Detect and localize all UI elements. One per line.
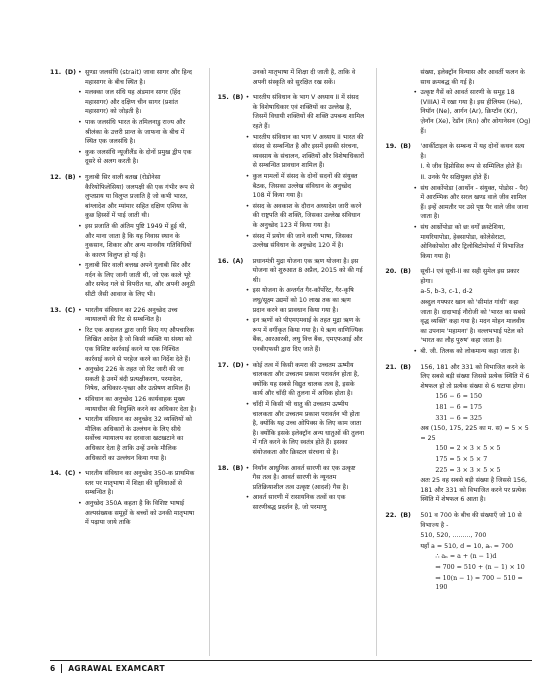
bullet-text: चाँदी में किसी भी धातु की उच्चतम ऊष्मीय चालकता और उच्चतम प्रकाश परावर्तन भी होता है, क्योंकि यह उच्च ओपिक्स के लिए काम जाता है। क्योंकि इसके इलेक्ट्रॉन अन्य धातुओं की तुलना में गति करने के लिए स्वतंत्र होते हैं। इसका संयोजकता और क्रिस्टल संरचना से है। (252, 401, 365, 456)
bullet-point (413, 88, 532, 136)
bullet-point (246, 232, 365, 251)
bullet-point (413, 184, 532, 222)
bullet-point (78, 222, 197, 260)
bullet-point (246, 464, 365, 493)
question-item (385, 68, 532, 137)
question-number (385, 68, 400, 137)
explanation-text: उनको मातृभाषा में शिक्षा दी जाती है, ताकि वे अपनी संस्कृति को सुरक्षित रख सकें। (252, 69, 356, 86)
question-number: 22. (385, 511, 397, 519)
question-item (385, 363, 532, 506)
question-number: 21. (385, 363, 397, 371)
bullet-icon: • (413, 184, 418, 192)
explanation-text: 510, 520, ........., 700 (420, 532, 487, 540)
bullet-icon: • (413, 223, 418, 231)
answer-key (233, 68, 246, 88)
question-explanation (413, 142, 532, 262)
bullet-text: भारतीय संविधान का अनुच्छेद 350-क प्राथमिक स्तर पर मातृभाषा में शिक्षा की सुविधाओं से सम्बन्धित है। (85, 470, 195, 497)
question-explanation (413, 68, 532, 137)
bullet-icon: • (78, 89, 82, 97)
bullet-text: संविधान का अनुच्छेद 126 कार्यवाहक मुख्य न्यायाधीश की नियुक्ति करने का अधिकार देता है। (85, 396, 197, 413)
bullet-icon: • (78, 222, 82, 230)
bullet-text: भारतीय संविधान का 226 अनुच्छेद उच्च न्यायालयों की रिट से सम्बन्धित है। (85, 306, 178, 324)
math-line: 175 = 5 × 5 × 7 (435, 455, 488, 463)
bullet-icon: • (245, 317, 250, 325)
bullet-icon: • (78, 69, 82, 76)
bullet-icon: • (245, 172, 250, 180)
answer-key: (B) (400, 143, 411, 151)
question-explanation (78, 469, 197, 529)
question-number: 15. (217, 94, 229, 102)
bullet-text: अनुच्छेद 226 के तहत जो रिट जारी की जा सकती है उनमें बंदी प्रत्यक्षीकरण, परमादेश, निषेध, अधिकार-पृच्छा और उत्प्रेषण शामिल हैं। (85, 366, 191, 393)
bullet-point (246, 133, 365, 171)
question-explanation (413, 363, 532, 506)
question-item (50, 306, 197, 465)
answer-key: (D) (232, 361, 244, 369)
bullet-text: बी. जी. तिलक को लोकमान्य कहा जाता है। (420, 348, 520, 356)
bullet-text: भारतीय संविधान का अनुच्छेद 32 व्यक्तियों को मौलिक अधिकारों के उल्लंघन के लिए सीधे सर्वोच्च न्यायालय का दरवाजा खटखटाने का अधिकार देता है ताकि उन्हें उनके मौलिक अधिकारों का उल्लंघन किया गया है। (85, 416, 192, 462)
bullet-text: संसद के अवकाश के दौरान अध्यादेश जारी करने की राष्ट्रपति की शक्ति, जिसका उल्लेख संविधान के अनुच्छेद 123 में किया गया है। (252, 202, 362, 229)
explanation-text: सूची-I एवं सूची-II का सही सुमेल इस प्रकार होगा। (420, 268, 520, 285)
explanation-text: अब्दुल गफ्फार खान को 'सीमांत गांधी' कहा जाता है। दादाभाई नौरोजी को 'भारत का सबसे वृद्ध व्यक्ति' कहा गया है। मदन मोहन मालवीय का उपनाम 'महामना' है। वल्लभभाई पटेल को 'भारत का लौह पुरुष' कहा जाता है। (420, 299, 526, 345)
bullet-text: कुल मामलों में संसद के दोनों सदनों की संयुक्त बैठक, जिसका उल्लेख संविधान के अनुच्छेद 108 में किया गया है। (252, 172, 358, 200)
explanation-text: अतः 25 वह सबसे बड़ी संख्या है जिससे 156, 181 और 331 को विभाजित करने पर प्रत्येक स्थिति में शेषफल 6 आता है। (420, 477, 527, 504)
bullet-icon: • (78, 306, 82, 314)
question-explanation (413, 267, 532, 357)
explanation-text: अब (150, 175, 225 का म. स) = 5 × 5 = 25 (420, 425, 529, 442)
bullet-point (78, 306, 197, 325)
bullet-point (78, 415, 197, 463)
answer-key: (B) (400, 268, 411, 276)
bullet-point (413, 223, 532, 261)
bullet-point (246, 202, 365, 231)
question-explanation (413, 511, 532, 594)
bullet-point (246, 316, 365, 354)
question-item (50, 68, 197, 168)
bullet-icon: • (78, 366, 82, 374)
bullet-icon: • (78, 118, 82, 126)
question-number (218, 68, 233, 88)
bullet-icon: • (245, 287, 250, 295)
bullet-text: आवर्त सारणी में रासायनिक तत्वों का एक सारणीबद्ध प्रदर्शन है, जो परमाणु (252, 494, 346, 511)
explanation-text: प्रधानमंत्री मुद्रा योजना एक ऋण योजना है। इस योजना को शुरुआत 8 अप्रैल, 2015 को की गई थी। (252, 257, 363, 284)
explanation-text: 156, 181 और 331 को विभाजित करने के लिए सबसे बड़ी संख्या जिससे प्रत्येक स्थिति में 6 शेषफल हो तो प्रत्येक संख्या से 6 घटाया होगा। (420, 363, 530, 390)
bullet-icon: • (78, 262, 82, 270)
bullet-icon: • (245, 202, 250, 210)
answer-key (400, 68, 413, 137)
bullet-icon: • (78, 499, 82, 507)
bullet-icon: • (245, 401, 250, 408)
bullet-icon: • (413, 89, 418, 97)
math-line: 225 = 3 × 3 × 5 × 5 (435, 466, 501, 474)
question-number: 14. (50, 470, 62, 478)
explanation-text: 'आर्कीटाइल के सम्बन्ध में यह दोनों कथन सत्य है। (420, 143, 525, 160)
bullet-text: उत्कृष्ट गैसें को आवर्त सारणी के समूह 18 (VIIIA) में रखा गया है। इस हीलियम (He), नियॉन (Ne), आर्गन (Ar), क्रिप्टॉन (Kr), ज़ेनॉन (Xe), रेडॉन (Rn) और ओगानेसन (Og) हैं। (420, 89, 531, 135)
bullet-icon: • (78, 173, 82, 181)
bullet-text: भारतीय संविधान का भाग V अध्याय II भारत की संसद से सम्बन्धित है और इसमें इसकी संरचना, व्यवसाय के संचालन, शक्तियों और विशेषाधिकारों से सम्बन्धित प्रावधान शामिल हैं। (252, 133, 365, 170)
bullet-icon: • (78, 396, 82, 403)
answer-key: (B) (400, 363, 411, 371)
question-item (50, 173, 197, 301)
math-line: ∴ aₙ = a + (n − 1)d (435, 553, 497, 561)
question-item (218, 93, 365, 252)
explanation-text: a-5, b-3, c-1, d-2 (420, 288, 473, 296)
bullet-icon: • (78, 148, 82, 156)
bullet-point (413, 347, 532, 357)
answer-key: (B) (232, 464, 244, 472)
page-footer (50, 660, 532, 675)
question-item (218, 464, 365, 514)
bullet-text: संसद में प्रयोग की जाने वाली भाषा, जिसका उल्लेख संविधान के अनुच्छेद 120 में है। (252, 232, 353, 250)
bullet-point (246, 361, 365, 399)
bullet-icon: • (78, 326, 82, 334)
bullet-text: सुण्डा जलसंधि (strait) जावा सागर और हिन्द महासागर के बीच स्थित है। (85, 69, 193, 86)
question-number: 12. (50, 173, 62, 181)
question-number: 19. (385, 143, 397, 151)
question-item (218, 361, 365, 459)
explanation-text: संख्या, इलेक्ट्रॉन विन्यास और आवर्ती फलन के साथ क्रमबद्ध की गई है। (420, 69, 525, 86)
bullet-text: इन ऋणों को पीएमएमवाई के तहत मुद्रा ऋण के रूप में वर्गीकृत किया गया है। ये ऋण वाणिज्यिक बैंक, आरआरबी, लघु वित्त बैंक, एमएफआई और एनबीएफसी द्वारा दिए जाते हैं। (252, 317, 363, 354)
bullet-text: इस प्रजाति की अंतिम पुष्टि 1949 में हुई थी, और माना जाता है कि यह निवास स्थान के नुकसान, शिकार और अन्य मानवीय गतिविधियों के कारण विलुप्त हो गई है। (85, 222, 192, 259)
bullet-point (78, 326, 197, 364)
question-item (50, 469, 197, 529)
answer-key: (B) (65, 173, 76, 181)
question-number: 18. (217, 464, 229, 472)
bullet-icon: • (245, 94, 250, 102)
question-item (218, 68, 365, 88)
bullet-point (78, 499, 197, 528)
bullet-point (246, 400, 365, 458)
bullet-icon: • (413, 348, 418, 356)
answer-key: (B) (400, 511, 411, 519)
math-line: ⇒ 700 = 510 + (n − 1) × 10 (435, 563, 525, 571)
bullet-point (78, 173, 197, 221)
bullet-text: गुलाबी सिर वाली बतख (रोडोनेसा कैरियोफिलेसिया) जलपक्षी की एक गंभीर रूप से लुप्तप्राय या विलुप्त प्रजाति है जो कभी भारत, बांग्लादेश और म्यांमार सहित दक्षिण एशिया के कुछ हिस्सों में पाई जाती थी। (85, 173, 195, 220)
bullet-point (78, 395, 197, 414)
bullet-point (78, 68, 197, 87)
bullet-icon: • (245, 133, 250, 141)
question-item (385, 267, 532, 357)
bullet-point (78, 148, 197, 167)
bullet-point (246, 286, 365, 315)
math-line: 156 − 6 = 150 (435, 393, 482, 401)
bullet-text: संघ आर्कोपोडा (आर्थोन - संयुक्त, पोडोस - पैर) में आरम्भिक और सरल खण्ड वाले जीव शामिल हैं। इन्हें आमतौर पर उसे पृष्ठ पैर वाले जीव जाना जाता है। (420, 184, 529, 221)
bullet-text: इस योजना के अन्तर्गत गैर-कॉर्पोरेट, गैर-कृषि लघु/सूक्ष्म उद्यमों को 10 लाख तक का ऋण प्रदान करने का प्रावधान किया गया है। (252, 287, 354, 314)
question-explanation (246, 257, 365, 356)
math-line: 181 − 6 = 175 (435, 404, 482, 411)
question-item (385, 511, 532, 594)
question-explanation (246, 93, 365, 252)
statement-line: II. उनके पैर सक्षियुक्त होते हैं। (420, 173, 490, 181)
answer-key: (D) (65, 69, 76, 76)
explanation-text: 501 व 700 के बीच की संख्याएँ जो 10 से विभाज्य है - (420, 511, 522, 529)
question-number: 17. (217, 361, 229, 369)
bullet-text: रिट एक अदालत द्वारा जारी किए गए औपचारिक लिखित आदेश है जो किसी व्यक्ति या संस्था को एक विशिष्ट कार्रवाई करने या एक निश्चित कार्रवाई करने से परहेज करने का निर्देश देते हैं। (85, 326, 194, 363)
bullet-point (78, 469, 197, 498)
columns (50, 68, 532, 656)
explanation-text: यहाँ a = 510, d = 10, aₙ = 700 (420, 542, 514, 550)
bullet-text: कुक जलसंधि न्यूजीलैंड के दोनों प्रमुख द्वीप एक दूसरे से अलग करती है। (85, 148, 192, 166)
question-explanation (246, 361, 365, 459)
question-item (385, 142, 532, 262)
answer-key: (C) (65, 470, 76, 478)
question-number: 11. (50, 69, 62, 76)
bullet-icon: • (245, 361, 250, 369)
bullet-point (78, 365, 197, 394)
footer-divider (61, 664, 62, 673)
column-2 (209, 68, 365, 656)
bullet-icon: • (245, 494, 250, 502)
bullet-icon: • (245, 464, 250, 472)
math-line: ⇒ 10(n − 1) = 700 − 510 = 190 (435, 574, 523, 592)
math-line: 331 − 6 = 325 (435, 414, 482, 422)
bullet-point (78, 118, 197, 147)
question-explanation (246, 68, 365, 88)
bullet-text: मलक्का जल संधि यह अंडमान सागर (हिंद महासागर) और दक्षिण चीन सागर (प्रशांत महासागर) को जोड़ती है। (85, 89, 181, 116)
question-number: 13. (50, 306, 62, 314)
bullet-icon: • (78, 416, 82, 424)
bullet-point (78, 261, 197, 299)
bullet-text: अनुच्छेद 350A कहता है कि विशिष्ट भाषाई अल्पसंख्यक समूहों के बच्चों को उनकी मातृभाषा में पढ़ाया जाये ताकि (85, 499, 195, 527)
bullet-text: नियॉन आधुनिक आवर्त सारणी का एक उत्कृष्ट गैस तत्व है। आवर्त सारणी के न्यूनतम प्रतिक्रियाशील तत्व उत्कृष्ट (आदर्श) गैस है। (252, 464, 356, 491)
column-1 (50, 68, 197, 656)
question-explanation (78, 173, 197, 301)
bullet-text: संघ आर्थ्रोपोडा को छः वर्गों क्रस्टेशिया, मायरियापोडा, हेक्सापोडा, कोलेसेराटा, ओनिकोफोरा और ट्रिलोबिटोमोर्फा में विभाजित किया गया है। (420, 223, 524, 260)
question-number: 20. (385, 268, 397, 276)
answer-key: (B) (232, 94, 244, 102)
answer-key: (C) (65, 306, 76, 314)
bullet-icon: • (245, 232, 250, 240)
bullet-point (246, 93, 365, 131)
bullet-point (246, 172, 365, 201)
bullet-text: कोई तत्व में किसी कमरा की उच्चतम ऊष्मीय चालकता और उच्चतम प्रकाश परावर्तन होता है, क्योंकि यह सबसे विद्युत चालक तत्व है, इसके कार्य और चाँदी की तुलना में अधिक होता है। (252, 361, 360, 398)
question-explanation (78, 306, 197, 465)
bullet-text: पाक जलसंधि भारत के तमिलनाडु राज्य और श्रीलंका के उत्तरी प्रान्त के जाफना के बीच में स्थित एक जलसंधि है। (85, 118, 186, 146)
page-number: 6 (50, 663, 56, 673)
bullet-point (246, 493, 365, 512)
question-explanation (246, 464, 365, 514)
column-3 (376, 68, 532, 656)
publisher-brand: AGRAWAL EXAMCART (68, 663, 165, 673)
statement-line: I. ये जीव हिप्नोसिस रूप से सम्मिलित होते हैं। (420, 163, 523, 171)
answer-key: (A) (232, 257, 244, 265)
bullet-point (78, 88, 197, 117)
bullet-icon: • (78, 470, 82, 478)
question-item (218, 257, 365, 356)
bullet-text: भारतीय संविधान के भाग V अध्याय II में संसद के विशेषाधिकार एवं शक्तियों का उल्लेख है, जिसमें विधायी शक्तियों की शक्ति उपबन्ध शामिल रहते हैं। (252, 94, 365, 130)
bullet-text: गुलाबी सिर वाली बत्तख अपने गुलाबी सिर और गर्दन के लिए जानी जाती थी, जो एक काले भूरे और सफेद गले से विपरीत था, और अपनी अनूठी सीटी जैसी आवाज के लिए भी। (85, 262, 195, 299)
math-line: 150 = 2 × 3 × 5 × 5 (435, 445, 501, 453)
question-number: 16. (217, 257, 229, 265)
question-explanation (78, 68, 197, 168)
